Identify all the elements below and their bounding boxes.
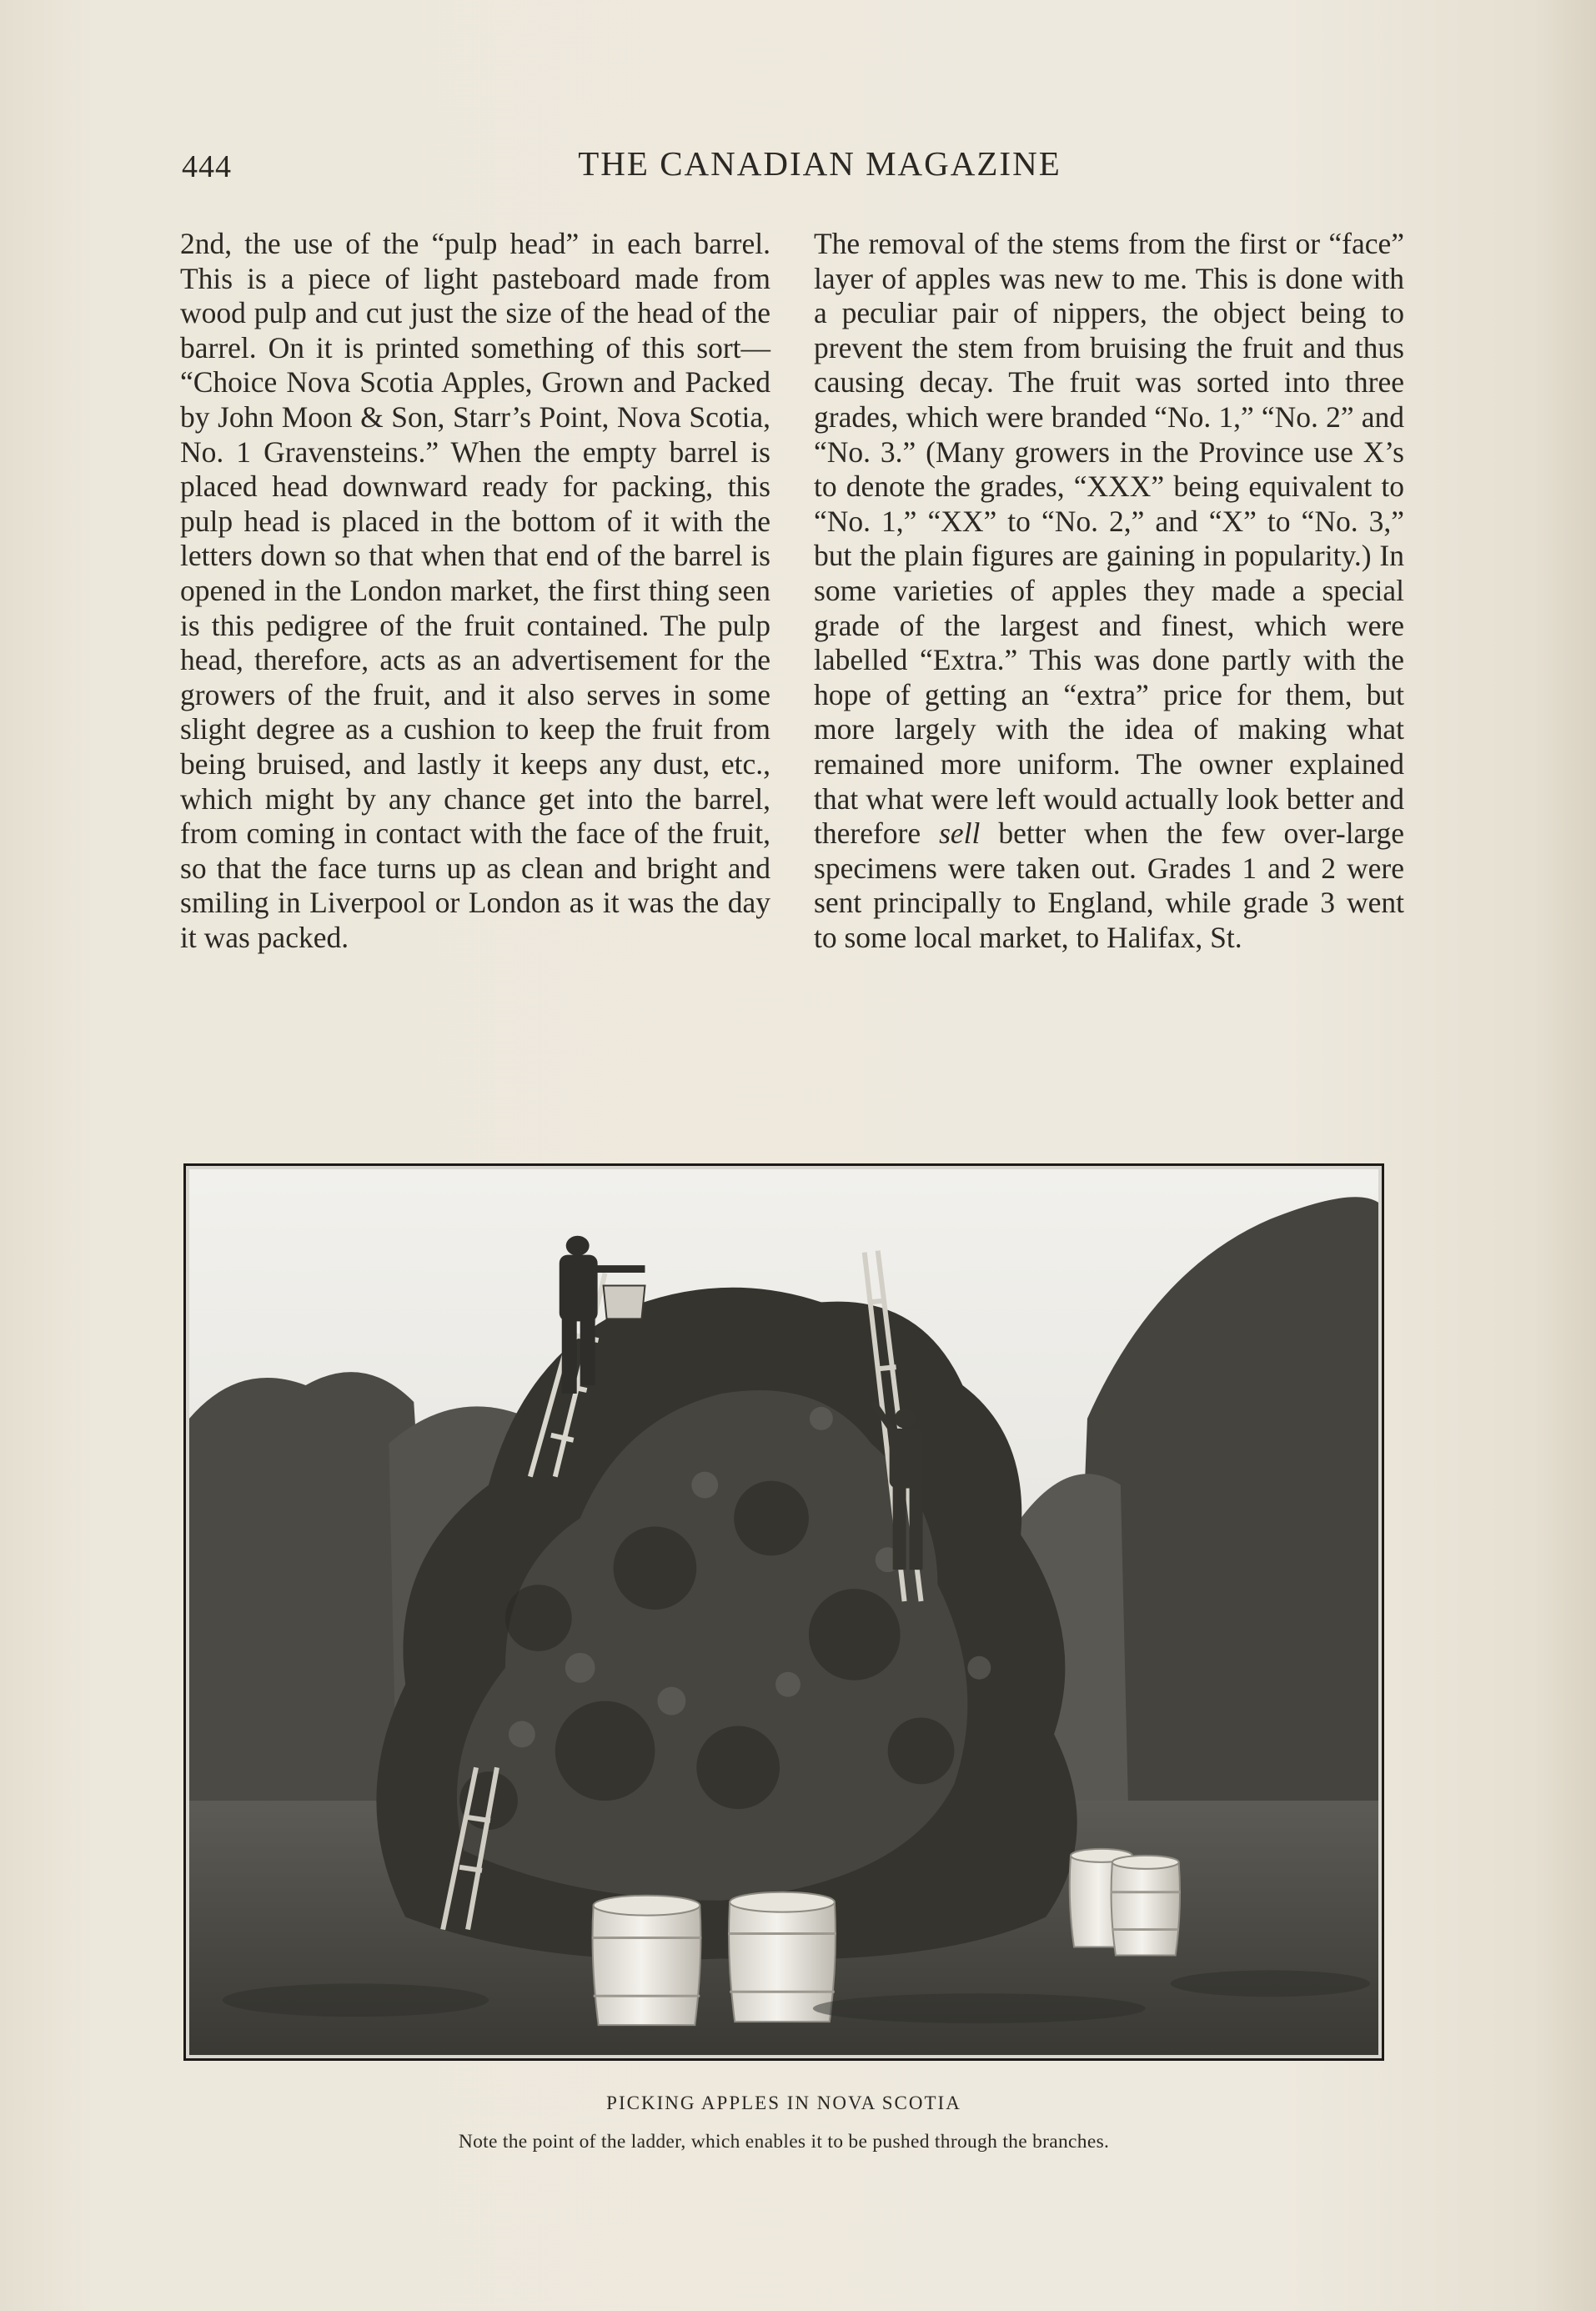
page-number: 444 (182, 149, 232, 184)
figure-caption-note: Note the point of the ladder, which enables it to be pushed through the branches. (458, 2131, 1110, 2153)
article-body (180, 227, 1406, 1144)
left-column-paragraph: 2nd, the use of the “pulp head” in each barrel. This is a piece of light pasteboard made from wood pulp and cut just the size of the head of the barrel. On it is printed something of this sort— “Choice Nova Scotia Apples, Grown and Packed by John Moon & Son, Starr’s Point, Nova Scotia, No. 1 Gravensteins.” When the empty barrel is placed head downward ready for packing, this pulp head is placed in the bottom of it with the letters down so that when that end of the barrel is opened in the London market, the first thing seen is this pedigree of the fruit contained. The pulp head, therefore, acts as an advertisement for the growers of the fruit, and it also serves in some slight degree as a cushion to keep the fruit from being bruised, and lastly it keeps any dust, etc., which might by any chance get into the barrel, from coming in contact with the face of the fruit, so that the face turns up as clean and bright and smiling in Liverpool or London as it was the day it was packed. (180, 227, 770, 954)
right-column-paragraph (814, 227, 1404, 955)
orchard-photograph (183, 1163, 1384, 2061)
right-column-text-b: better when the few over-large specimens were taken out. Grades 1 and 2 were sent principally to England, while grade 3 went to some local market, to Halifax, St. (814, 816, 1404, 954)
right-column-text-a: The removal of the stems from the first or “face” layer of apples was new to me. This is done with a peculiar pair of nippers, the object being to prevent the stem from bruising the fruit and thus causing decay. The fruit was sorted into three grades, which were branded “No. 1,” “No. 2” and “No. 3.” (Many growers in the Province use X’s to denote the grades, “XXX” being equivalent to “No. 1,” “XX” to “No. 2,” and “X” to “No. 3,” but the plain figures are gaining in popularity.) In some varieties of apples they made a special grade of the largest and finest, which were labelled “Extra.” This was done partly with the hope of getting an “extra” price for them, but more largely with the idea of making what remained more uniform. The owner explained that what were left would actually look better and therefore (814, 227, 1404, 851)
figure-caption-title: PICKING APPLES IN NOVA SCOTIA (606, 2092, 961, 2113)
orchard-photo-illustration (189, 1169, 1378, 2055)
right-column (814, 227, 1404, 955)
page-header (182, 143, 1433, 193)
italic-word: sell (939, 816, 981, 851)
left-column (180, 227, 770, 955)
running-head: THE CANADIAN MAGAZINE (578, 144, 1061, 183)
